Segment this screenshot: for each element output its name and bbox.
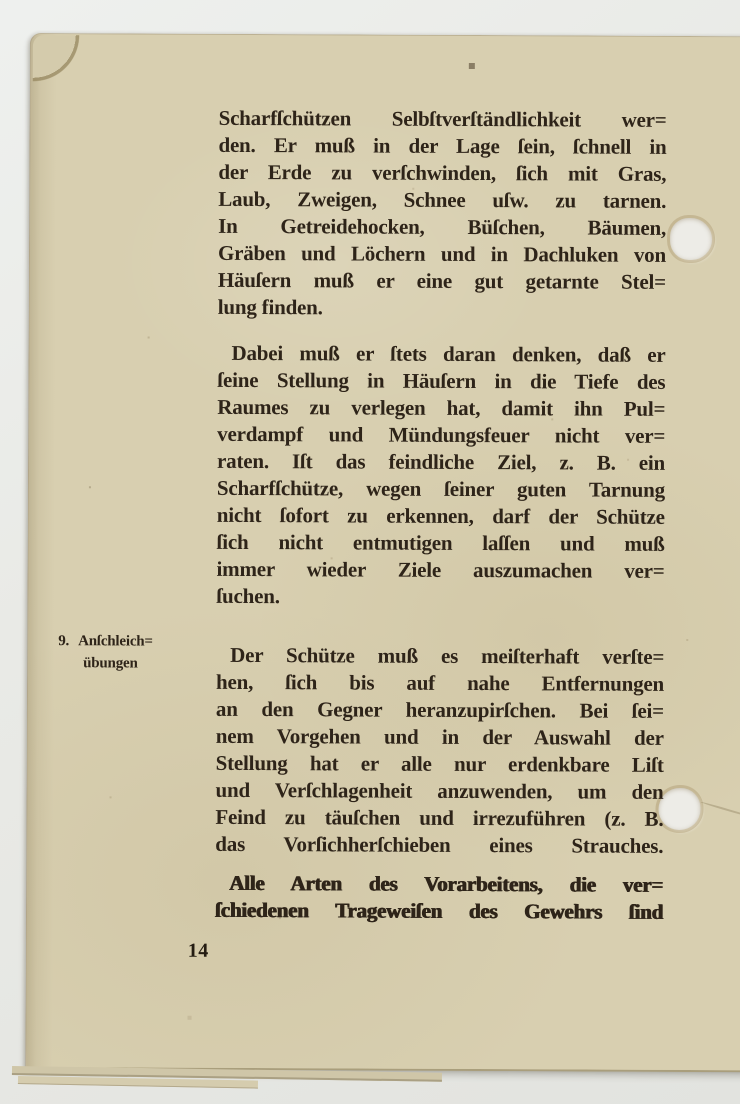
paper-specks	[31, 34, 33, 36]
text-line: nem Vorgehen und in der Auswahl der	[215, 723, 664, 750]
text-line: immer wieder Ziele auszumachen ver=	[216, 556, 665, 583]
text-line: ſich nicht entmutigen laſſen und muß	[216, 529, 665, 556]
text-line: an den Gegner heranzupirſchen. Bei ſei=	[215, 696, 664, 723]
text-line: den. Er muß in der Lage ſein, ſchnell in	[218, 132, 667, 159]
page-corner-fold	[33, 35, 87, 89]
text-line: lung finden.	[217, 294, 323, 320]
paper-crease	[700, 801, 740, 819]
text-line: Raumes zu verlegen hat, damit ihn Pul=	[217, 394, 666, 421]
text-line: und Verſchlagenheit anzuwenden, um den	[215, 777, 664, 804]
punch-hole-bottom	[658, 788, 700, 830]
text-line: Alle Arten des Vorarbeitens, die ver=	[229, 870, 664, 897]
text-line: Dabei muß er ſtets daran denken, daß er	[231, 340, 666, 367]
margin-note-line-2: übungen	[83, 655, 138, 672]
text-line: In Getreidehocken, Büſchen, Bäumen,	[218, 213, 667, 240]
paragraph	[216, 340, 665, 612]
page-number: 14	[187, 939, 209, 962]
margin-note-line-1	[58, 630, 210, 653]
paragraph	[218, 105, 667, 323]
text-line: raten. Iſt das feindliche Ziel, z. B. ein	[217, 448, 666, 475]
text-line: Laub, Zweigen, Schnee uſw. zu tarnen.	[218, 186, 667, 213]
punch-hole-top	[670, 218, 712, 260]
paragraph	[215, 642, 664, 860]
text-line: Scharfſchütze, wegen ſeiner guten Tarnung	[216, 475, 665, 502]
text-line: ſeine Stellung in Häuſern in die Tiefe des	[217, 367, 666, 394]
margin-note-text: Anſchleich=	[78, 633, 153, 650]
text-line: Stellung hat er alle nur erdenkbare Liſt	[215, 750, 664, 777]
book-page	[25, 33, 740, 1072]
margin-note-index: 9.	[58, 633, 70, 650]
text-line: Scharfſchützen Selbſtverſtändlichkeit wer=	[218, 105, 667, 132]
text-line: verdampf und Mündungsfeuer nicht ver=	[217, 421, 666, 448]
paragraph	[215, 870, 663, 926]
text-line: ſuchen.	[216, 583, 280, 609]
text-line: nicht ſofort zu erkennen, darf der Schütze	[216, 502, 665, 529]
text-line: Gräben und Löchern und in Dachluken von	[217, 240, 667, 267]
text-line: Der Schütze muß es meiſterhaft verſte=	[230, 642, 665, 669]
text-line: ſchiedenen Trageweiſen des Gewehrs ſind	[214, 897, 664, 924]
text-line: Feind zu täuſchen und irrezuführen (z. B.	[215, 804, 664, 831]
text-line: der Erde zu verſchwinden, ſich mit Gras,	[218, 159, 667, 186]
margin-note	[58, 630, 210, 675]
text-line: das Vorſichherſchieben eines Strauches.	[215, 831, 664, 858]
text-line: hen, ſich bis auf nahe Entfernungen	[216, 669, 665, 696]
text-column	[215, 105, 667, 926]
text-line: Häuſern muß er eine gut getarnte Stel=	[217, 267, 666, 294]
